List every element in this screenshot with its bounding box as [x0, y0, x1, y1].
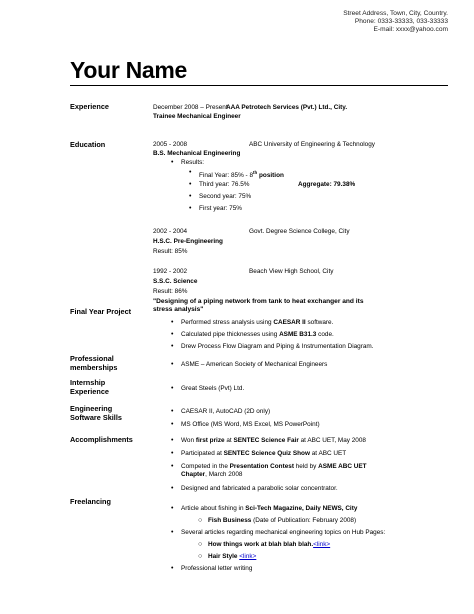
membership-item: • ASME – American Society of Mechanical Engineers: [171, 361, 328, 368]
circle-bullet-icon: ○: [198, 553, 203, 560]
accomplishment-2: • Participated at SENTEC Science Quiz Show at ABC UET: [171, 450, 347, 457]
bullet-icon: •: [171, 529, 174, 536]
project-title-line2: stress analysis": [153, 306, 204, 313]
bullet-icon: •: [171, 408, 174, 415]
bullet-icon: •: [171, 343, 174, 350]
bullet-icon: •: [171, 450, 174, 457]
accomplishment-1: • Won first prize at SENTEC Science Fair at ABC UET, May 2008: [171, 437, 366, 444]
bullet-icon: •: [189, 193, 192, 200]
freelancing-item-2-sub-2: ○ Hair Style <link>: [198, 553, 257, 560]
education-3-result: Result: 86%: [153, 288, 188, 295]
bullet-icon: •: [189, 181, 192, 188]
contact-phone: Phone: 0333-33333, 033-33333: [354, 18, 448, 26]
bullet-icon: •: [171, 385, 174, 392]
education-3-degree: S.S.C. Science: [153, 278, 198, 285]
section-label-internship: Internship Experience: [70, 378, 109, 396]
section-label-project: Final Year Project: [70, 307, 132, 316]
software-item-2: • MS Office (MS Word, MS Excel, MS PowerPoint): [171, 421, 320, 428]
bullet-icon: •: [171, 331, 174, 338]
accomplishment-3-cont: Chapter, March 2008: [181, 471, 243, 478]
freelancing-item-3: • Professional letter writing: [171, 565, 253, 572]
education-1-third-year: • Third year: 76.5%: [189, 181, 250, 188]
bullet-icon: •: [171, 421, 174, 428]
bullet-icon: •: [171, 159, 174, 166]
project-bullet-1: • Performed stress analysis using CAESAR II software.: [171, 319, 334, 326]
education-2-degree: H.S.C. Pre-Engineering: [153, 238, 223, 245]
contact-address: Street Address, Town, City, Country.: [343, 10, 448, 17]
software-item-1: • CAESAR II, AutoCAD (2D only): [171, 408, 271, 415]
freelancing-item-1-sub: ○ Fish Business (Date of Publication: February 2008): [198, 517, 357, 524]
bullet-icon: •: [171, 505, 174, 512]
freelancing-item-1: • Article about fishing in Sci-Tech Magazine, Daily NEWS, City: [171, 505, 358, 512]
education-2-dates: 2002 - 2004: [153, 228, 188, 235]
education-3-school: Beach View High School, City: [249, 268, 334, 275]
resume-name: Your Name: [70, 57, 188, 83]
bullet-icon: •: [171, 319, 174, 326]
experience-dates: December 2008 – Present: [153, 104, 228, 111]
education-2-school: Govt. Degree Science College, City: [249, 228, 350, 235]
education-1-first-year: • First year: 75%: [189, 205, 242, 212]
education-3-dates: 1992 - 2002: [153, 268, 188, 275]
circle-bullet-icon: ○: [198, 541, 203, 548]
bullet-icon: •: [171, 437, 174, 444]
bullet-icon: •: [171, 485, 174, 492]
section-label-experience: Experience: [70, 102, 109, 111]
experience-company: AAA Petrotech Services (Pvt.) Ltd., City.: [226, 104, 348, 111]
section-label-memberships: Professional memberships: [70, 354, 118, 372]
education-1-final-year: • Final Year: 85% - 8th position: [189, 169, 284, 180]
education-1-dates: 2005 - 2008: [153, 141, 188, 148]
project-bullet-2: • Calculated pipe thicknesses using ASME B31.3 code.: [171, 331, 334, 338]
experience-title: Trainee Mechanical Engineer: [153, 113, 241, 120]
section-label-education: Education: [70, 140, 106, 149]
hair-style-link[interactable]: <link>: [239, 553, 257, 560]
freelancing-item-2: • Several articles regarding mechanical engineering topics on Hub Pages:: [171, 529, 386, 536]
project-bullet-3: • Drew Process Flow Diagram and Piping & Instrumentation Diagram.: [171, 343, 374, 350]
education-1-second-year: • Second year: 75%: [189, 193, 252, 200]
article-link[interactable]: <link>: [313, 541, 331, 548]
section-label-software: Engineering Software Skills: [70, 404, 122, 422]
freelancing-item-2-sub-1: ○ How things work at blah blah blah.<link>: [198, 541, 331, 548]
accomplishment-4: • Designed and fabricated a parabolic solar concentrator.: [171, 485, 338, 492]
education-1-school: ABC University of Engineering & Technology: [249, 141, 375, 148]
contact-block: [343, 10, 448, 35]
bullet-icon: •: [189, 205, 192, 212]
header-divider: [70, 85, 448, 86]
internship-item: • Great Steels (Pvt) Ltd.: [171, 385, 245, 392]
circle-bullet-icon: ○: [198, 517, 203, 524]
section-label-freelancing: Freelancing: [70, 497, 111, 506]
accomplishment-3: • Competed in the Presentation Contest held by ASME ABC UET: [171, 463, 367, 470]
bullet-icon: •: [171, 361, 174, 368]
education-1-aggregate: Aggregate: 79.38%: [298, 181, 356, 188]
education-1-degree: B.S. Mechanical Engineering: [153, 150, 241, 157]
education-1-results: • Results:: [171, 159, 205, 166]
education-2-result: Result: 85%: [153, 248, 188, 255]
project-title-line1: "Designing of a piping network from tank to heat exchanger and its: [153, 298, 364, 305]
section-label-accomplishments: Accomplishments: [70, 435, 133, 444]
bullet-icon: •: [171, 463, 174, 470]
contact-email: E-mail: xxxx@yahoo.com: [373, 26, 448, 34]
bullet-icon: •: [171, 565, 174, 572]
bullet-icon: •: [189, 169, 192, 176]
